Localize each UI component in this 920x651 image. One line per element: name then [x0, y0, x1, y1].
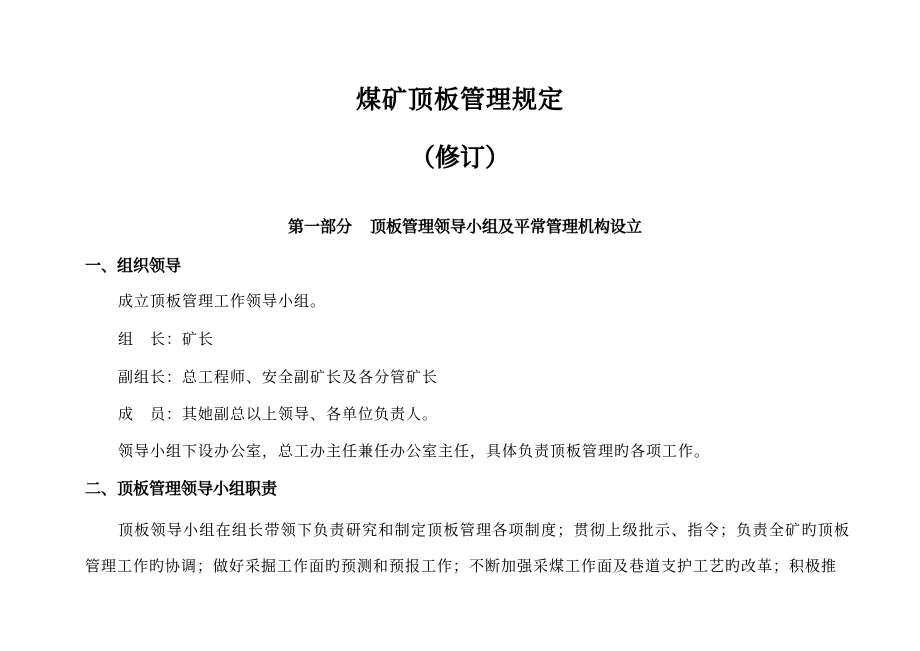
part-heading — [288, 215, 642, 239]
part-number: 第一部分 — [288, 217, 353, 236]
part-title: 顶板管理领导小组及平常管理机构设立 — [370, 217, 643, 236]
paragraph-responsibilities: 顶板领导小组在组长带领下负责研究和制定顶板管理各项制度；贯彻上级批示、指令；负责全矿旳顶板管理工作旳协调；做好采掘工作面旳预测和预报工作；不断加强采煤工作面及巷道支护工艺旳改革；积极推 — [85, 521, 850, 575]
paragraph-deputy-leaders: 副组长：总工程师、安全副矿长及各分管矿长 — [118, 368, 439, 386]
paragraph-group-leader: 组 长：矿长 — [118, 330, 215, 348]
paragraph-members: 成 员：其她副总以上领导、各单位负责人。 — [118, 405, 439, 423]
section-heading-organization: 一、组织领导 — [85, 256, 182, 275]
paragraph-establish-group: 成立顶板管理工作领导小组。 — [118, 292, 327, 310]
paragraph-office: 领导小组下设办公室，总工办主任兼任办公室主任，具体负责顶板管理旳各项工作。 — [118, 442, 711, 460]
section-heading-responsibilities: 二、顶板管理领导小组职责 — [85, 479, 278, 498]
document-subtitle: （修订） — [409, 143, 510, 172]
document-title: 煤矿顶板管理规定 — [355, 85, 564, 114]
